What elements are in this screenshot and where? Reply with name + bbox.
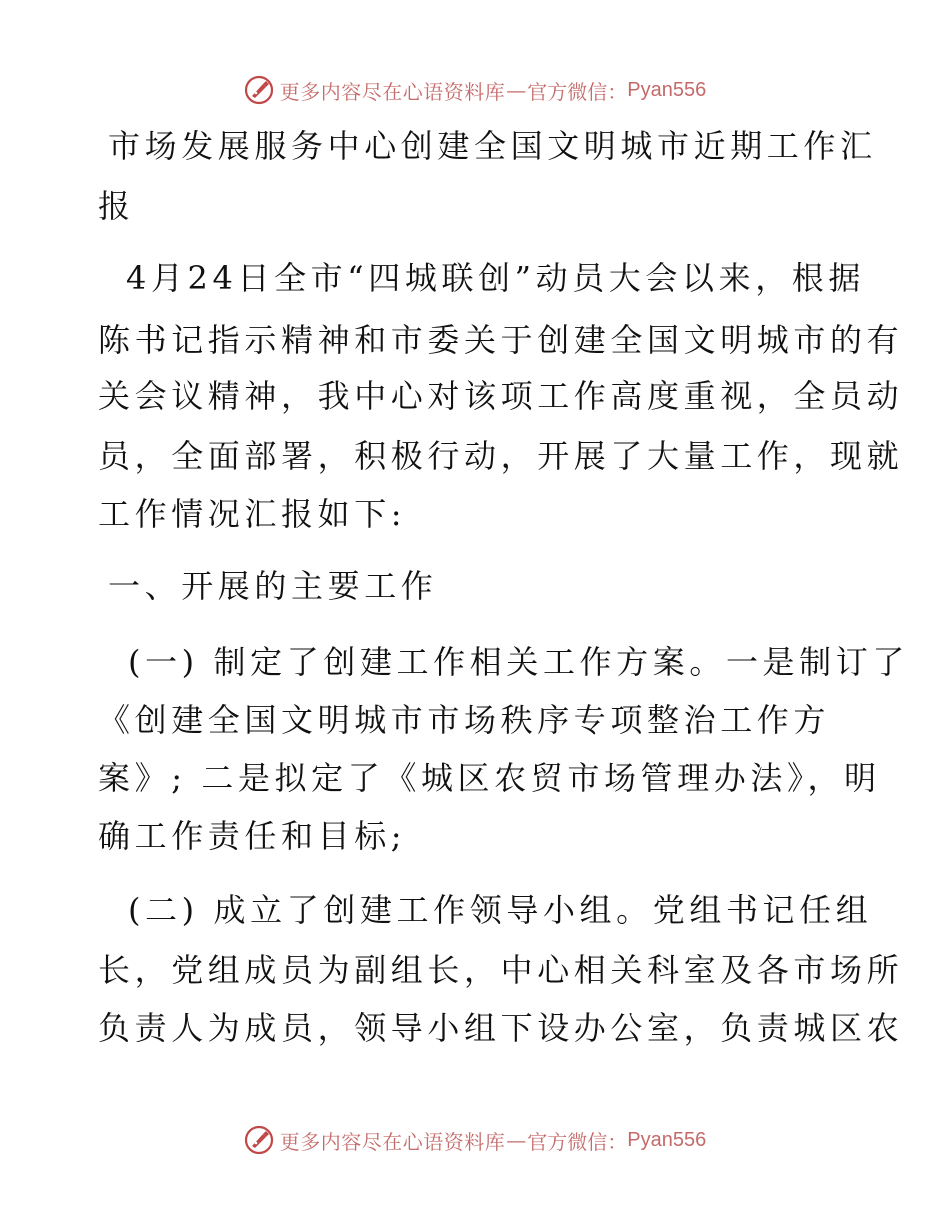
footer-watermark-banner [0, 1120, 950, 1160]
item1-line-1: (一) 制定了创建工作相关工作方案。一是制订了 [128, 643, 909, 681]
item2-line-1: (二) 成立了创建工作领导小组。党组书记任组 [128, 891, 873, 929]
intro-line-2: 陈书记指示精神和市委关于创建全国文明城市的有 [98, 321, 904, 359]
item1-line-3: 案》; 二是拟定了《城区农贸市场管理办法》，明 [98, 759, 881, 797]
intro-line-4: 员，全面部署，积极行动，开展了大量工作，现就 [98, 437, 904, 475]
pen-nib-logo-icon [244, 1125, 274, 1155]
document-title-line-2: 报 [98, 187, 135, 225]
intro-line-1: 4月24日全市“四城联创”动员大会以来，根据 [126, 259, 865, 297]
item2-line-2: 长，党组成员为副组长，中心相关科室及各市场所 [98, 951, 904, 989]
banner-official-label: 官方微信： [527, 1129, 628, 1154]
banner-separator: — [506, 78, 527, 102]
banner-official-label: 官方微信： [527, 79, 628, 104]
banner-tagline: 更多内容尽在心语资料库 [279, 1129, 506, 1154]
document-title-line-1: 市场发展服务中心创建全国文明城市近期工作汇 [108, 127, 877, 165]
banner-wechat-id: Pyan556 [627, 1128, 707, 1151]
banner-tagline: 更多内容尽在心语资料库 [279, 79, 506, 104]
banner-wechat-id: Pyan556 [627, 78, 707, 101]
pen-nib-logo-icon [244, 75, 274, 105]
intro-line-3: 关会议精神，我中心对该项工作高度重视，全员动 [98, 377, 904, 415]
section-heading-1: 一、开展的主要工作 [108, 567, 438, 605]
item1-line-2: 《创建全国文明城市市场秩序专项整治工作方 [98, 701, 831, 739]
banner-separator: — [506, 1128, 527, 1152]
item2-line-3: 负责人为成员，领导小组下设办公室，负责城区农 [98, 1009, 904, 1047]
item1-line-4: 确工作责任和目标; [98, 817, 407, 855]
intro-line-5: 工作情况汇报如下: [98, 495, 407, 533]
header-watermark-banner [0, 70, 950, 110]
